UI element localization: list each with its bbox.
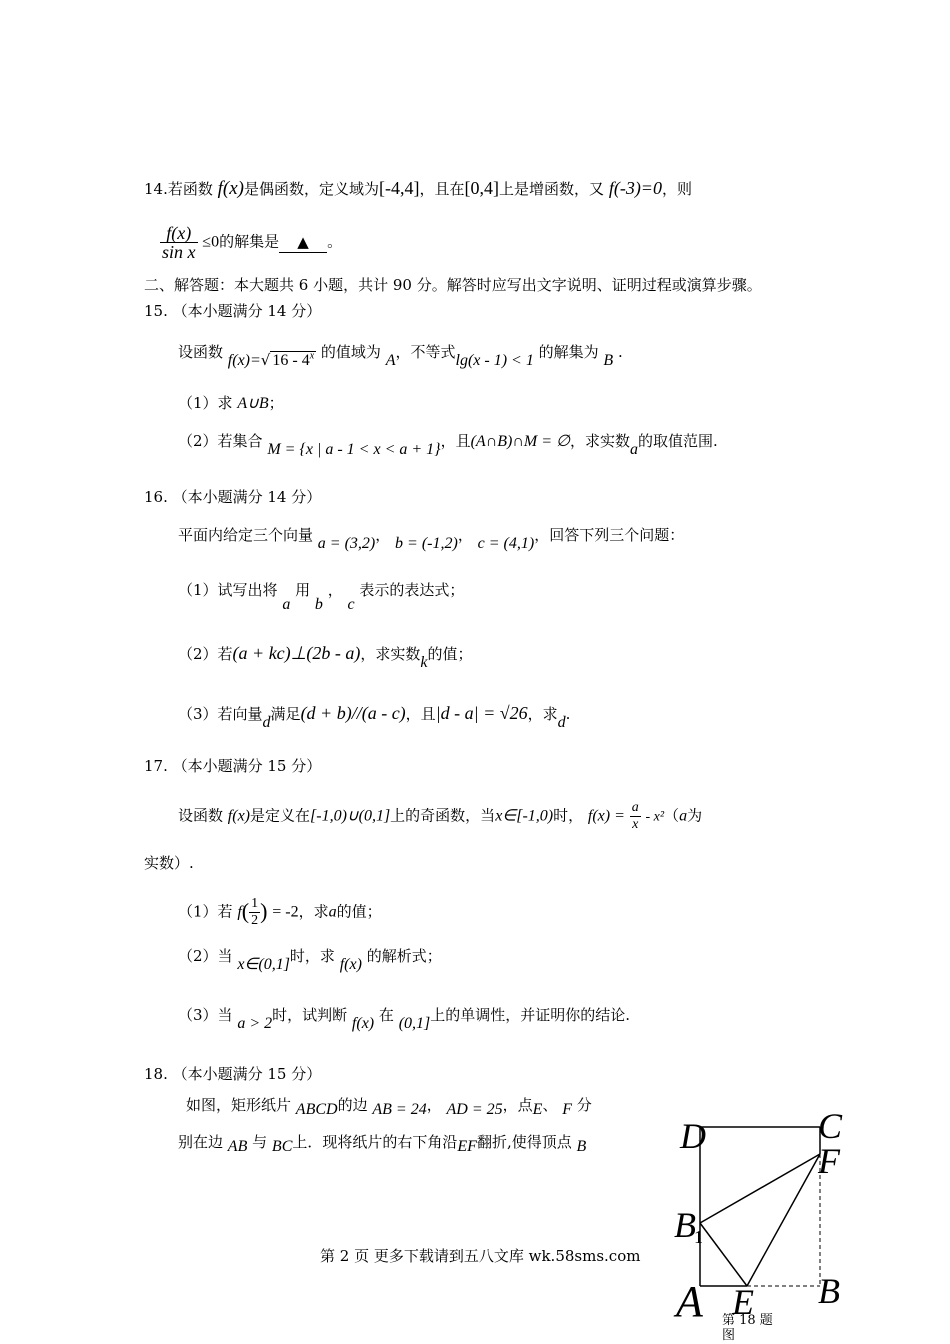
section-heading: 二、解答题：本大题共 6 小题，共计 90 分。解答时应写出文字说明、证明过程或演算步骤。 [144, 276, 762, 294]
q15-text: . [617, 343, 623, 361]
q17-frac-num: a [631, 800, 639, 815]
q14-text: ，则 [661, 180, 692, 198]
vector-d: d [262, 714, 271, 731]
q17-a: a [679, 807, 688, 825]
q17-text: 的值； [336, 902, 382, 921]
q17-text: 为 [687, 806, 703, 825]
q17-part3 [178, 1005, 630, 1034]
edge-b1e [700, 1223, 747, 1286]
vector-c: c [347, 596, 355, 613]
frac-num: 1 [251, 896, 259, 911]
q14-frac-den: sin x [162, 242, 196, 262]
q15-text: （2）若集合 [178, 432, 263, 450]
q15-text: 的解集为 [538, 343, 599, 361]
q16-math: |d - a| = √26 [435, 703, 528, 723]
q16-math: (d + b)//(a - c) [300, 703, 406, 723]
q14-domain: [-4,4] [379, 178, 420, 198]
q17-f: f(x) = [587, 807, 625, 825]
q18-b: B [576, 1138, 587, 1155]
q18-text: 上．现将纸片的右下角沿 [292, 1133, 458, 1151]
vector-d: d [557, 714, 566, 731]
q14-text: 是偶函数，定义域为 [244, 180, 380, 198]
q16-text: （3）若向量 [178, 705, 263, 723]
q17-a: a [328, 903, 337, 921]
q16-part2 [178, 643, 472, 673]
q17-text: （ [664, 806, 680, 825]
q15-text: 的值域为 [320, 343, 381, 361]
q17-fx: f(x) [339, 956, 362, 973]
q14-fx: f(x) [217, 178, 245, 199]
q16-text: 用 [295, 581, 311, 599]
edge-ef [747, 1154, 820, 1286]
q17-text: ，求 [298, 902, 329, 921]
q17-fx: f(x) [227, 807, 250, 825]
q17-text: （3）当 [178, 1006, 233, 1024]
q18-header: 18. （本小题满分 15 分） [144, 1065, 322, 1083]
q18-text: 、 [542, 1096, 558, 1114]
q15-text: 的取值范围. [637, 432, 718, 450]
q17-text: 在 [378, 1006, 394, 1024]
q18-ab: AB [227, 1138, 248, 1155]
q17-text: 上的奇函数，当 [390, 806, 496, 825]
q17-text: （2）当 [178, 947, 233, 965]
q15-math: A∪B [237, 395, 269, 412]
q16-text: 表示的表达式； [359, 581, 465, 599]
q15-line1 [178, 342, 623, 371]
q18-bc: BC [271, 1138, 293, 1155]
q17-text: 设函数 [178, 806, 224, 825]
sqrt: √ 16 - 4$^x$ [260, 350, 315, 369]
q18-ad: AD = 25 [446, 1101, 503, 1118]
q17-cond: a > 2 [237, 1015, 273, 1032]
q14-text: 14.若函数 [144, 180, 213, 198]
q18-ef: EF [457, 1138, 477, 1155]
q15-part1 [178, 393, 284, 414]
q15-ineq: lg(x - 1) < 1 [455, 352, 534, 369]
q14-text: ，且在 [419, 180, 465, 198]
label-b: B [818, 1271, 840, 1311]
q17-line2: 实数）. [144, 854, 194, 872]
q16-text: 平面内给定三个向量 [178, 526, 314, 544]
q18-text: 别在边 [178, 1133, 224, 1151]
vector-b: b [314, 596, 323, 613]
q17-text: 上的单调性，并证明你的结论. [430, 1006, 631, 1024]
q18-e: E [532, 1101, 543, 1118]
q17-half [249, 896, 260, 929]
q18-f: F [562, 1101, 573, 1118]
q18-text: 的边 [337, 1096, 368, 1114]
edge-b1f [700, 1154, 820, 1223]
q14-text: 。 [327, 232, 343, 251]
q15-text: 设函数 [178, 343, 224, 361]
q17-header: 17. （本小题满分 15 分） [144, 757, 322, 775]
q17-line1 [178, 800, 702, 833]
q14-frac-num: f(x) [160, 224, 198, 243]
q17-x: x∈[-1,0) [495, 807, 554, 825]
q17-rest: - x² [645, 809, 665, 825]
q17-part2 [178, 946, 442, 975]
q16-text: . [565, 705, 571, 723]
sqrt-body: 16 - 4 [272, 352, 310, 369]
q16-text: ，且 [405, 705, 436, 723]
q16-math: (a + kc)⊥(2b - a) [232, 643, 361, 663]
q15-var: a [629, 441, 638, 458]
q15-header: 15. （本小题满分 14 分） [144, 302, 322, 320]
q17-text: 时，求 [289, 947, 335, 965]
q14-line2 [160, 224, 342, 261]
q17-text: 时， [553, 806, 584, 825]
q16-text: ，求实数 [360, 645, 421, 663]
q16-text: 满足 [270, 705, 301, 723]
q15-text: ； [268, 394, 284, 412]
vector-b: b = (-1,2) [395, 535, 458, 552]
q15-fdef: f(x)= [227, 352, 261, 369]
q16-text: ，求 [527, 705, 558, 723]
q17-eq: = -2 [272, 903, 299, 921]
figure-caption-line2: 图 [722, 1328, 736, 1343]
q17-text: 是定义在 [250, 806, 311, 825]
figure-caption-line1: 第 18 题 [722, 1313, 773, 1328]
q16-text: ， [327, 581, 343, 599]
q14-condition: f(-3)=0 [608, 178, 662, 198]
q17-domain: [-1,0)∪(0,1] [310, 807, 391, 825]
q15-part2 [178, 431, 718, 460]
q14-line1 [144, 178, 692, 199]
q16-part1 [178, 580, 464, 615]
q17-f: f [237, 903, 242, 921]
q18-text: 分 [576, 1096, 592, 1114]
q17-fraction [630, 800, 641, 833]
q17-frac-den: x [632, 817, 639, 832]
answer-blank: ▲ [279, 232, 327, 253]
q18-line2 [178, 1132, 586, 1157]
label-b1-subscript: 1 [694, 1227, 703, 1247]
q18-text: 如图，矩形纸片 [186, 1096, 292, 1114]
q18-text: ，点 [502, 1096, 533, 1114]
vector-c: c = (4,1) [477, 535, 535, 552]
q16-intro: 平面内给定三个向量 a = (3,2)， b = (-1,2)， c = (4,1)，回答下列三个问题： [178, 526, 685, 552]
q14-fraction [160, 224, 198, 261]
q15-setB: B [603, 352, 614, 369]
q15-setM: M = {x | a - 1 < x < a + 1} [267, 441, 441, 458]
q16-k: k [420, 654, 428, 671]
frac-den: 2 [251, 913, 259, 928]
sqrt-exp: x [309, 350, 315, 362]
vector-a: a = (3,2) [317, 535, 376, 552]
q17-x: x∈(0,1] [237, 956, 290, 973]
q18-abcd: ABCD [295, 1101, 338, 1118]
q14-text: 上是增函数，又 [499, 180, 605, 198]
page-footer: 第 2 页 更多下载请到五八文库 wk.58sms.com [320, 1247, 641, 1265]
figure-18 [670, 1106, 880, 1344]
q14-ineq: ≤0 [202, 233, 220, 251]
label-a: A [676, 1277, 703, 1326]
q17-fx: f(x) [351, 1015, 375, 1032]
q16-text: 的值； [427, 645, 473, 663]
label-d: D [680, 1116, 706, 1156]
q17-interval: (0,1] [398, 1015, 431, 1032]
label-b1: B [674, 1205, 696, 1245]
q14-interval: [0,4] [464, 178, 500, 198]
q16-text: （1）试写出将 [178, 581, 278, 599]
q15-text: （1）求 [178, 394, 233, 412]
q16-header: 16. （本小题满分 14 分） [144, 488, 322, 506]
q15-text: ，不等式 [395, 343, 456, 361]
q18-text: 与 [252, 1133, 268, 1151]
q17-text: 时，试判断 [272, 1006, 348, 1024]
q15-text: ，且 [440, 432, 471, 450]
q15-cond: (A∩B)∩M = ∅ [470, 433, 570, 450]
q18-line1 [186, 1095, 592, 1120]
label-f: F [818, 1141, 840, 1181]
vector-a: a [282, 596, 291, 613]
q18-ab: AB = 24 [372, 1101, 427, 1118]
q16-text: （2）若 [178, 645, 233, 663]
q17-text: 的解析式； [366, 947, 442, 965]
q16-text: ，回答下列三个问题： [534, 526, 685, 544]
q18-text: 翻折,使得顶点 [476, 1133, 572, 1151]
q15-setA: A [385, 352, 396, 369]
label-e: E [732, 1282, 754, 1322]
q14-text: 的解集是 [219, 232, 280, 251]
q15-text: ，求实数 [569, 432, 630, 450]
q17-part1: （1）若 f( $\frac{1}{2}$ ) = -2，求a的值； [178, 896, 382, 928]
q17-text: （1）若 [178, 902, 233, 921]
q16-part3 [178, 703, 570, 733]
q18-text: ， [426, 1096, 442, 1114]
label-c: C [818, 1106, 843, 1146]
